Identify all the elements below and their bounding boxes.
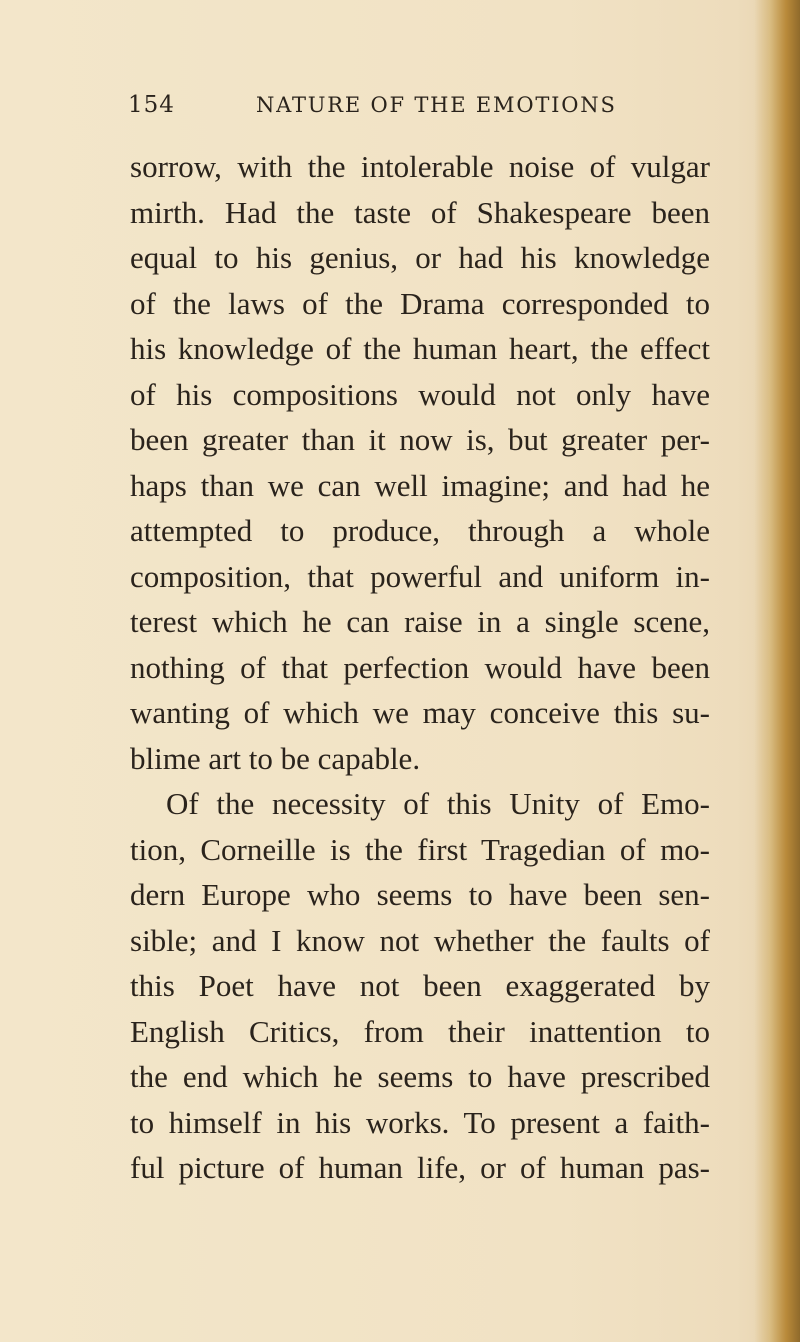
text-line: composition, that powerful and uniform in-	[130, 558, 710, 594]
running-title: NATURE OF THE EMOTIONS	[256, 93, 617, 117]
text-line: attempted to produce, through a whole	[130, 513, 710, 548]
text-line: Of the necessity of this Unity of Emo-	[166, 786, 710, 821]
text-line: of his compositions would not only have	[130, 376, 710, 412]
text-line: wanting of which we may conceive this su-	[130, 695, 710, 730]
text-line: nothing of that perfection would have been	[130, 649, 710, 685]
text-line: sorrow, with the intolerable noise of vulgar	[130, 149, 710, 184]
text-line: English Critics, from their inattention to	[130, 1013, 710, 1049]
text-line: haps than we can well imagine; and had he	[130, 467, 710, 503]
body-text	[130, 144, 710, 1191]
text-line: of the laws of the Drama corresponded to	[130, 285, 710, 321]
text-line: mirth. Had the taste of Shakespeare been	[130, 194, 710, 230]
text-line: dern Europe who seems to have been sen-	[130, 877, 710, 912]
text-line: terest which he can raise in a single scene,	[130, 604, 710, 639]
running-head	[128, 88, 728, 122]
text-line: to himself in his works. To present a faith-	[130, 1104, 710, 1140]
text-line: his knowledge of the human heart, the effect	[130, 331, 710, 366]
text-line: blime art to be capable.	[130, 740, 421, 776]
page-number: 154	[128, 92, 175, 118]
text-line: been greater than it now is, but greater per-	[130, 422, 710, 457]
page-edge-shadow	[754, 0, 800, 1342]
text-line: ful picture of human life, or of human pas-	[130, 1150, 710, 1185]
text-line: the end which he seems to have prescribed	[130, 1059, 710, 1094]
text-line: tion, Corneille is the first Tragedian of mo-	[130, 831, 710, 867]
text-line: this Poet have not been exaggerated by	[130, 968, 710, 1003]
text-line: equal to his genius, or had his knowledge	[130, 240, 710, 275]
text-line: sible; and I know not whether the faults of	[130, 922, 710, 958]
